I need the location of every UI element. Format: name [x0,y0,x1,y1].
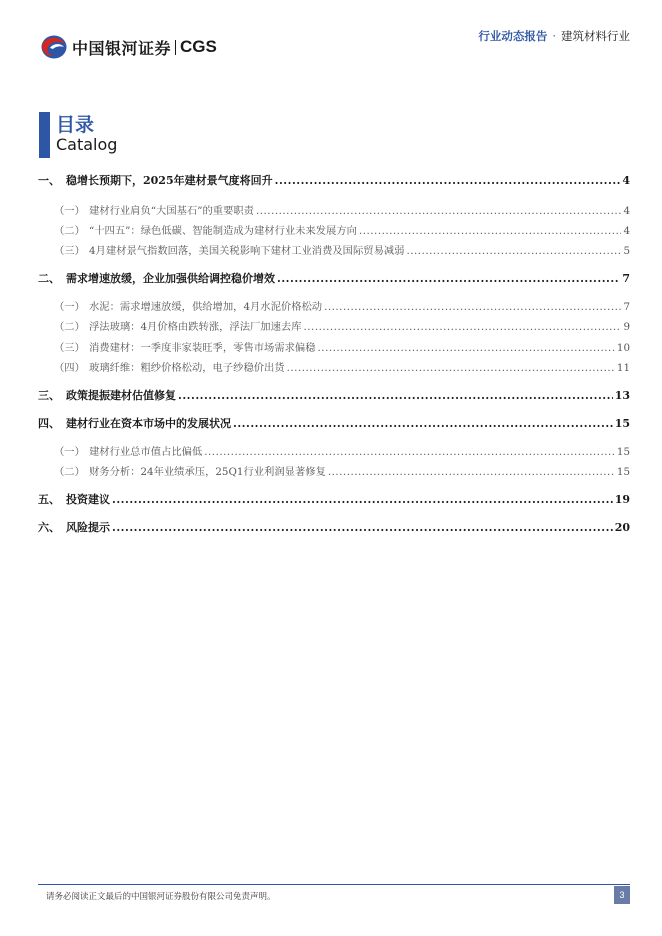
toc-leader [204,446,615,458]
galaxy-logo-icon [40,34,68,60]
toc-text: 水泥：需求增速放缓，供给增加，4月水泥价格松动 [89,301,323,313]
toc-leader [112,493,613,506]
toc-entry[interactable] [54,298,630,313]
toc-text: “十四五”：绿色低碳、智能制造成为建材行业未来发展方向 [89,225,357,237]
toc-number: （二） [54,225,85,237]
toc-page: 4 [622,174,630,187]
industry-label: 建筑材料行业 [561,29,630,43]
title-cn: 目录 [56,114,95,136]
toc-page: 19 [614,493,630,506]
toc-leader [256,205,621,217]
header-separator: · [552,29,556,43]
toc-leader [287,362,615,374]
toc-leader [112,521,613,534]
footer-disclaimer: 请务必阅读正文最后的中国银河证券股份有限公司免责声明。 [46,892,276,902]
toc-page: 15 [614,417,630,430]
toc-text: 财务分析：24年业绩承压，25Q1行业利润显著修复 [89,466,326,478]
title-accent-bar [39,112,50,158]
toc-text: 4月建材景气指数回落，美国关税影响下建材工业消费及国际贸易减弱 [89,245,405,257]
toc-number: （二） [54,466,85,478]
toc-page: 4 [623,225,630,237]
toc-text: 风险提示 [66,521,110,534]
toc-leader [328,466,615,478]
toc-number: （三） [54,245,85,257]
toc-number: （二） [54,321,85,333]
toc-text: 建材行业在资本市场中的发展状况 [66,417,231,430]
brand-divider [175,40,176,55]
toc-number: 五、 [38,493,60,506]
toc-text: 稳增长预期下，2025年建材景气度将回升 [66,174,273,187]
toc-entry[interactable] [54,463,630,478]
toc-number: （一） [54,446,85,458]
title-en: Catalog [56,135,118,154]
toc-page: 4 [623,205,630,217]
toc-leader [324,301,621,313]
toc-leader [318,342,615,354]
toc-entry[interactable] [54,222,630,237]
brand-name-cn: 中国银河证券 [72,38,172,58]
toc-leader [178,389,613,402]
toc-entry[interactable] [54,242,630,257]
report-type: 行业动态报告 [478,29,548,43]
toc-text: 需求增速放缓，企业加强供给调控稳价增效 [66,272,275,285]
toc-leader [359,225,621,237]
brand-logo [40,34,217,60]
toc-leader [275,174,621,187]
report-category [478,28,630,44]
toc-entry[interactable] [38,519,630,535]
toc-number: 六、 [38,521,60,534]
toc-entry[interactable] [54,318,630,333]
page-number: 3 [614,886,630,904]
toc-leader [406,245,621,257]
toc-number: （一） [54,301,85,313]
toc-number: 三、 [38,389,60,402]
toc-entry[interactable] [54,443,630,458]
toc-entry[interactable] [38,387,630,403]
toc-number: （一） [54,205,85,217]
toc-page: 10 [616,342,630,354]
toc-text: 消费建材：一季度非家装旺季，零售市场需求偏稳 [89,342,316,354]
toc-entry[interactable] [38,491,630,507]
toc-entry[interactable] [54,359,630,374]
footer-divider [38,884,630,885]
toc-page: 13 [614,389,630,402]
toc-number: 四、 [38,417,60,430]
page-header [0,0,662,70]
toc-page: 20 [614,521,630,534]
toc-entry[interactable] [38,415,630,431]
toc-page: 7 [623,301,630,313]
toc-entry[interactable] [38,172,630,188]
brand-name-en: CGS [180,37,217,56]
toc-number: 一、 [38,174,60,187]
toc-leader [304,321,622,333]
toc-entry[interactable] [38,270,630,286]
toc-number: （三） [54,342,85,354]
toc-number: 二、 [38,272,60,285]
toc-entry[interactable] [54,202,630,217]
toc-page: 11 [616,362,630,374]
toc-entry[interactable] [54,339,630,354]
toc-number: （四） [54,362,85,374]
toc-text: 浮法玻璃：4月价格由跌转涨，浮法厂加速去库 [89,321,302,333]
toc-text: 政策提振建材估值修复 [66,389,176,402]
toc-leader [277,272,620,285]
toc-leader [233,417,613,430]
toc-text: 建材行业肩负“大国基石”的重要职责 [89,205,254,217]
toc-text: 玻璃纤维：粗纱价格松动，电子纱稳价出货 [89,362,285,374]
toc-text: 投资建议 [66,493,110,506]
toc-page: 7 [622,272,630,285]
toc-page: 15 [616,466,630,478]
toc-page: 5 [623,245,630,257]
toc-text: 建材行业总市值占比偏低 [89,446,203,458]
toc-page: 9 [623,321,630,333]
toc-page: 15 [616,446,630,458]
